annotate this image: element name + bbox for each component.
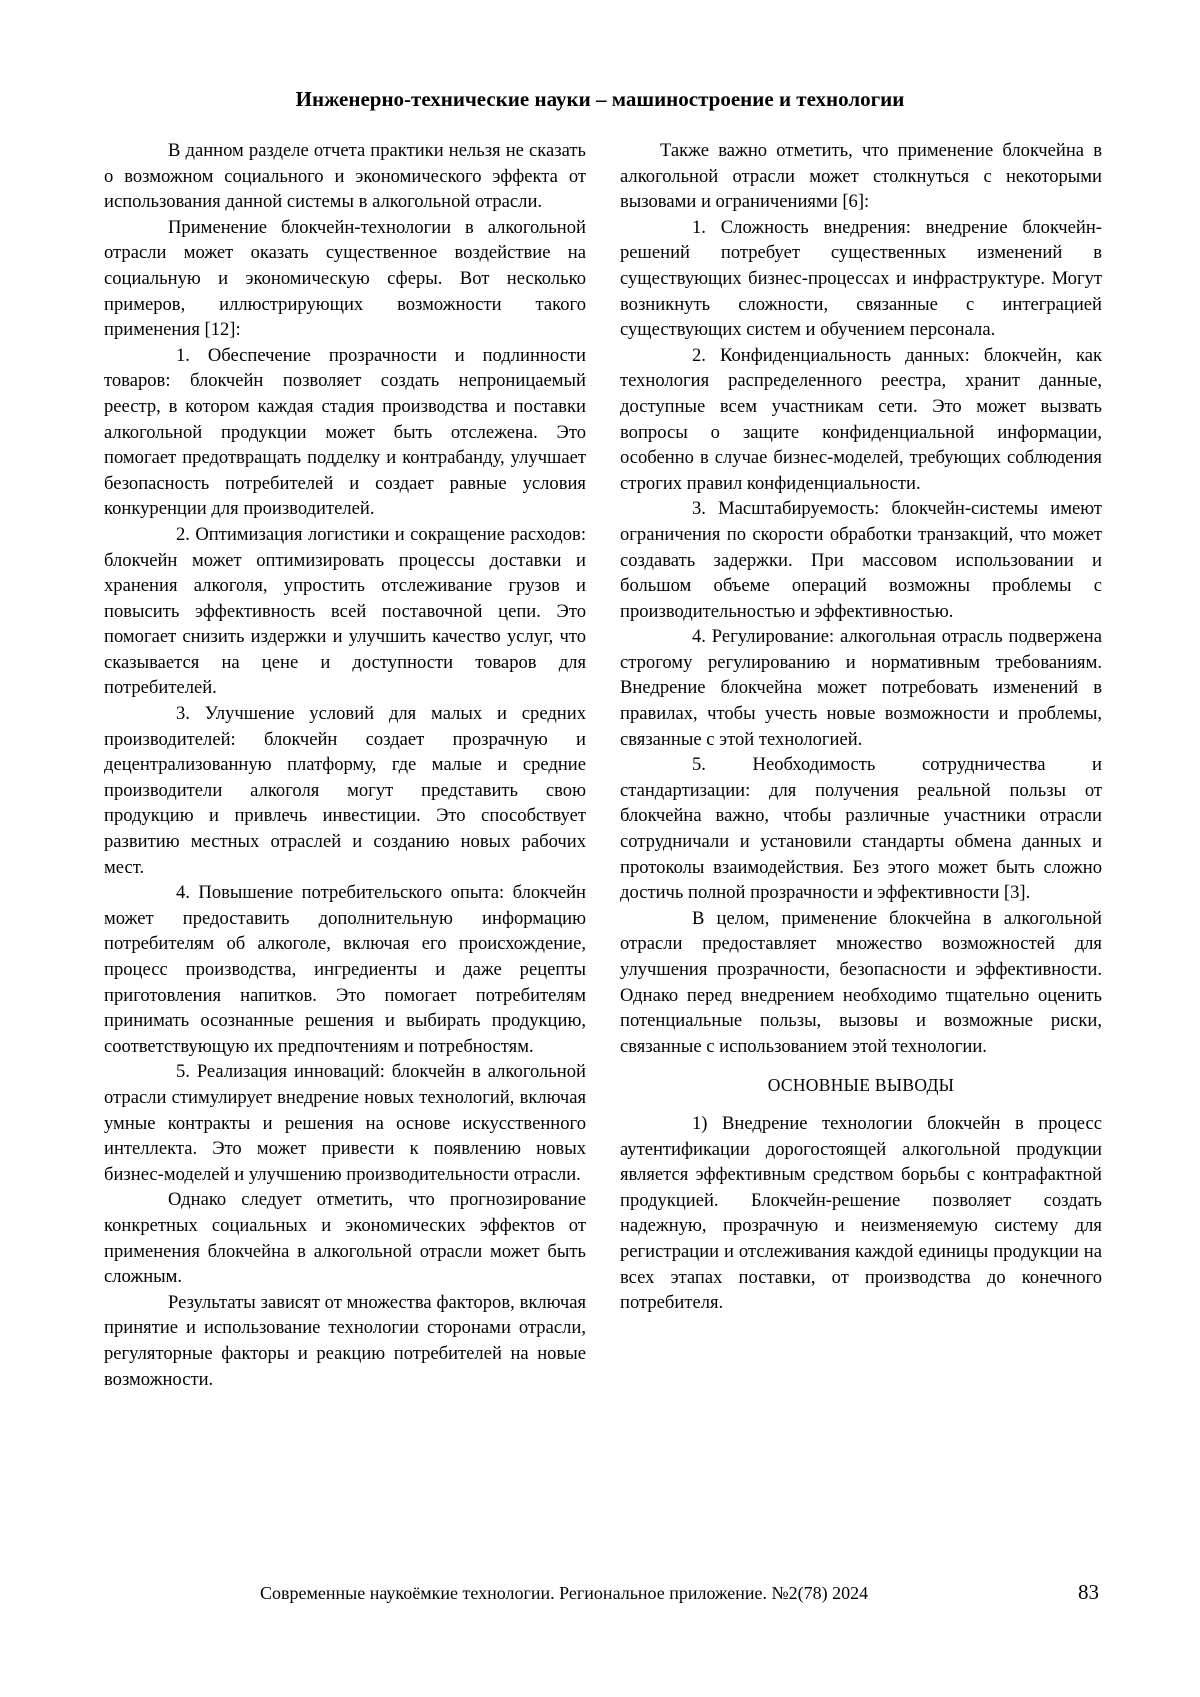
paragraph-summary: В целом, применение блокчейна в алкогольной отрасли предоставляет множество возможностей для улучшения прозрачности, безопасности и эффективности. Однако перед внедрением необходимо тщательно оценить потенциальные пользы, вызовы и возможные риски, связанные с использованием этой технологии. <box>620 907 1102 1057</box>
list-item-consumer-experience: 4. Повышение потребительского опыта: блокчейн может предоставить дополнительную информацию потребителям об алкоголе, включая его происхождение, процесс производства, ингредиенты и даже рецепты приготовления напитков. Это помогает потребителям принимать осознанные решения и выбирать продукцию, соответствующую их предпочтениям и потребностям. <box>104 882 586 1057</box>
list-item-innovation: 5. Реализация инноваций: блокчейн в алкогольной отрасли стимулирует внедрение новых технологий, включая умные контракты и решения на основе искусственного интеллекта. Это может привести к появлению новых бизнес-моделей и улучшению производительности отрасли. <box>104 1061 586 1185</box>
paragraph-forecast-note: Однако следует отметить, что прогнозирование конкретных социальных и экономических эффектов от применения блокчейна в алкогольной отрасли может быть сложным. <box>104 1189 586 1288</box>
paragraph-results: Результаты зависят от множества факторов, включая принятие и использование технологии сторонами отрасли, регуляторные факторы и реакцию потребителей на новые возможности. <box>104 1291 586 1390</box>
list-item-regulation: 4. Регулирование: алкогольная отрасль подвержена строгому регулированию и нормативным требованиям. Внедрение блокчейна может потребовать изменений в правилах, чтобы учесть новые возможности и проблемы, связанные с этой технологией. <box>620 626 1102 750</box>
list-item-small-producers: 3. Улучшение условий для малых и средних производителей: блокчейн создает прозрачную и децентрализованную платформу, где малые и средние производители алкоголя могут представить свою продукцию и привлечь инвестиции. Это способствует развитию местных отраслей и созданию новых рабочих мест. <box>104 703 586 878</box>
running-header: Инженерно-технические науки – машиностроение и технологии <box>295 87 905 111</box>
paragraph-intro: В данном разделе отчета практики нельзя не сказать о возможном социального и экономического эффекта от использования данной системы в алкогольной отрасли. <box>104 140 586 213</box>
right-column <box>620 138 1102 1316</box>
list-item-scalability: 3. Масштабируемость: блокчейн-системы имеют ограничения по скорости обработки транзакций, что может создавать задержки. При массовом использовании и большом объеме операций возможны проблемы с производительностью и эффективностью. <box>620 498 1102 622</box>
left-column <box>104 138 586 1392</box>
section-heading-conclusions: ОСНОВНЫЕ ВЫВОДЫ <box>767 1075 955 1096</box>
paragraph-challenges-intro: Также важно отметить, что применение блокчейна в алкогольной отрасли может столкнуться с некоторыми вызовами и ограничениями [6]: <box>620 140 1102 213</box>
list-item-logistics: 2. Оптимизация логистики и сокращение расходов: блокчейн может оптимизировать процессы доставки и хранения алкоголя, упростить отслеживание грузов и повысить эффективность всей поставочной цепи. Это помогает снизить издержки и улучшить качество услуг, что сказывается на цене и доступности товаров для потребителей. <box>104 523 586 699</box>
paragraph-application: Применение блокчейн-технологии в алкогольной отрасли может оказать существенное воздействие на социальную и экономическую сферы. Вот несколько примеров, иллюстрирующих возможности такого применения [12]: <box>104 216 586 341</box>
list-item-implementation-complexity: 1. Сложность внедрения: внедрение блокчейн-решений потребует существенных изменений в существующих бизнес-процессах и инфраструктуре. Могут возникнуть сложности, связанные с интеграцией существующих систем и обучением персонала. <box>620 216 1102 341</box>
page-number: 83 <box>1078 1580 1099 1604</box>
footer-journal-title: Современные наукоёмкие технологии. Региональное приложение. №2(78) 2024 <box>260 1583 869 1603</box>
list-item-transparency: 1. Обеспечение прозрачности и подлинности товаров: блокчейн позволяет создать непроницаемый реестр, в котором каждая стадия производства и поставки алкогольной продукции может быть отслежена. Это помогает предотвращать подделку и контрабанду, улучшает безопасность потребителей и создает равные условия конкуренции для производителей. <box>104 344 586 520</box>
list-item-cooperation: 5. Необходимость сотрудничества и стандартизации: для получения реальной пользы от блокчейна важно, чтобы различные участники отрасли сотрудничали и установили стандарты обмена данных и протоколы взаимодействия. Без этого может быть сложно достичь полной прозрачности и эффективности [3]. <box>620 754 1102 904</box>
list-item-data-confidentiality: 2. Конфиденциальность данных: блокчейн, как технология распределенного реестра, хранит данные, доступные всем участникам сети. Это может вызвать вопросы о защите конфиденциальной информации, особенно в случае бизнес-моделей, требующих соблюдения строгих правил конфиденциальности. <box>620 344 1102 494</box>
conclusion-item-1: 1) Внедрение технологии блокчейн в процесс аутентификации дорогостоящей алкогольной продукции является эффективным средством борьбы с контрафактной продукцией. Блокчейн-решение позволяет создать надежную, прозрачную и неизменяемую систему для регистрации и отслеживания каждой единицы продукции на всех этапах поставки, от производства до конечного потребителя. <box>620 1112 1102 1314</box>
